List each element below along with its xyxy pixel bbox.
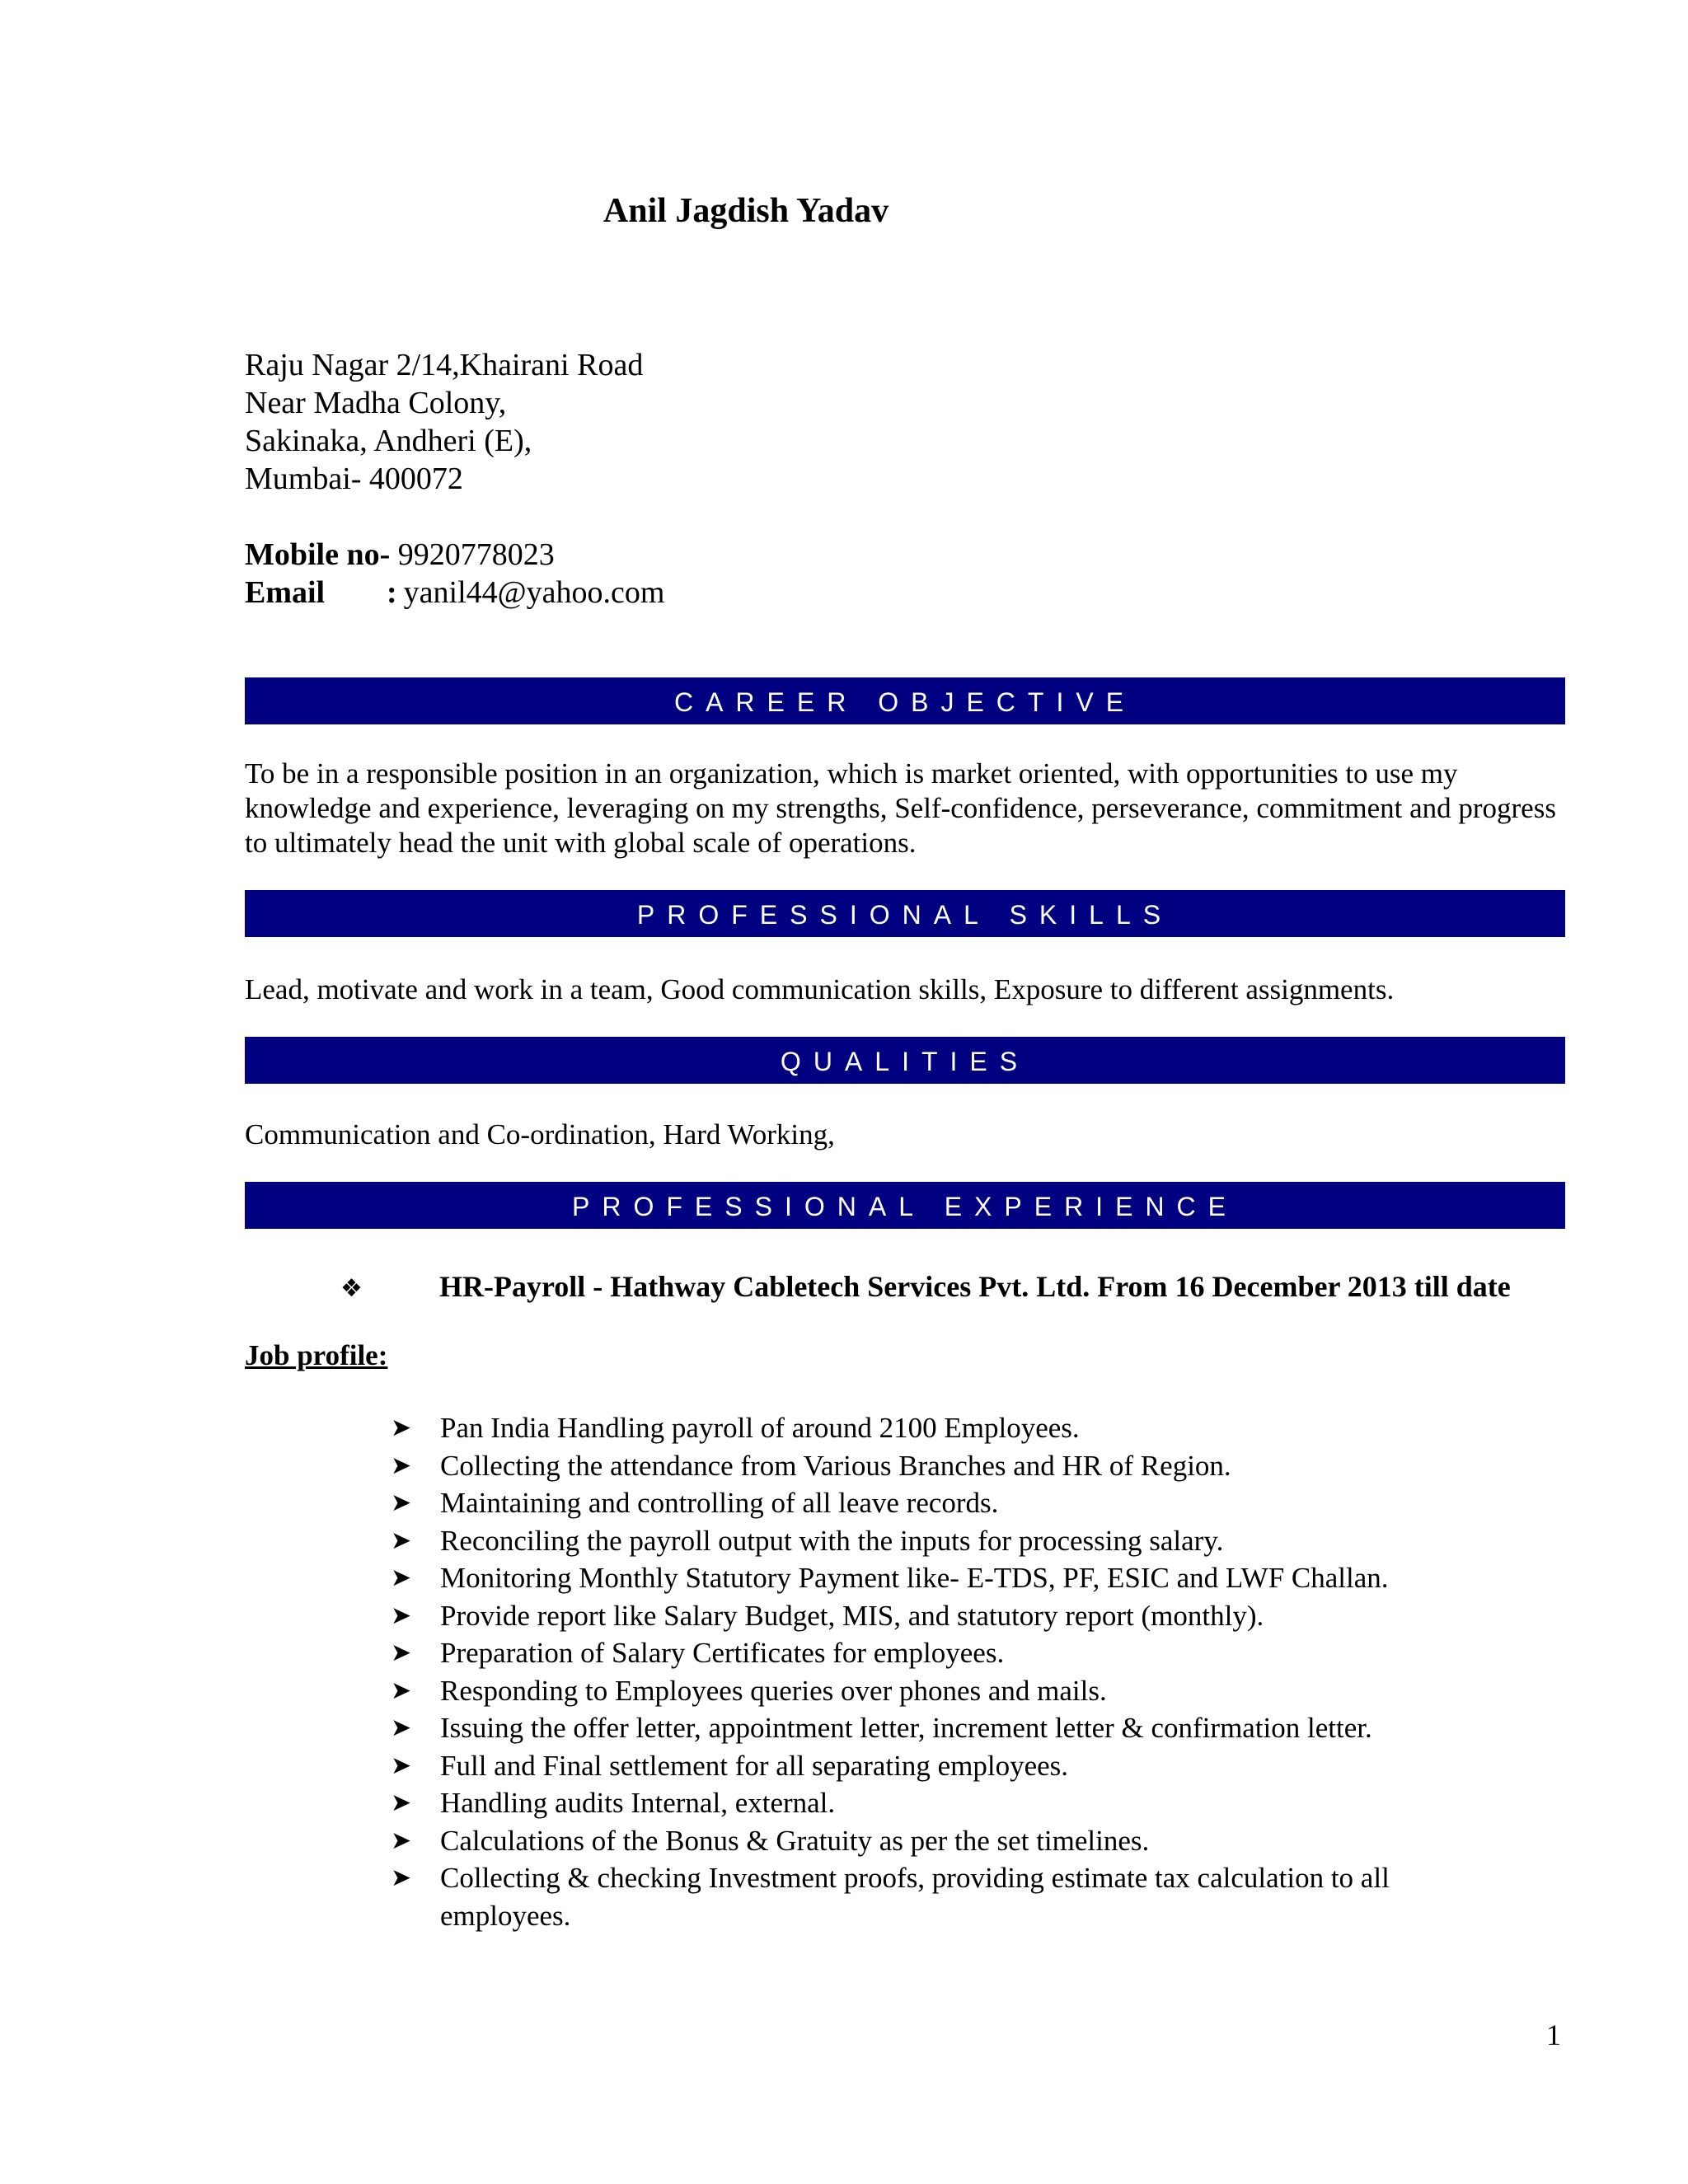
duty-text: Responding to Employees queries over phones and mails.	[440, 1674, 1107, 1707]
arrow-bullet-icon: ➤	[391, 1451, 412, 1480]
list-item	[391, 1784, 1462, 1822]
arrow-bullet-icon: ➤	[391, 1488, 412, 1517]
duty-text: Handling audits Internal, external.	[440, 1787, 836, 1819]
duty-text: Collecting the attendance from Various Branches and HR of Region.	[440, 1449, 1231, 1482]
list-item	[391, 1822, 1462, 1860]
list-item	[391, 1484, 1462, 1522]
arrow-bullet-icon: ➤	[391, 1788, 412, 1817]
list-item	[391, 1859, 1462, 1934]
list-item	[391, 1634, 1462, 1672]
candidate-name: Anil Jagdish Yadav	[603, 192, 889, 230]
list-item	[391, 1522, 1462, 1560]
duty-text: Pan India Handling payroll of around 2100 Employees.	[440, 1412, 1080, 1444]
mobile-value: 9920778023	[397, 537, 555, 572]
address-line-4: Mumbai- 400072	[245, 462, 463, 496]
duty-text: Monitoring Monthly Statutory Payment like- E-TDS, PF, ESIC and LWF Challan.	[440, 1562, 1389, 1594]
address-block	[245, 346, 643, 498]
arrow-bullet-icon: ➤	[391, 1750, 412, 1780]
diamond-bullet-icon: ❖	[340, 1274, 363, 1303]
job-duties-list	[391, 1409, 1462, 1934]
arrow-bullet-icon: ➤	[391, 1863, 412, 1892]
list-item	[391, 1597, 1462, 1635]
qualities-heading: QUALITIES	[245, 1037, 1565, 1084]
duty-text: Collecting & checking Investment proofs, providing estimate tax calculation to all employees.	[440, 1862, 1390, 1932]
email-row	[245, 574, 664, 612]
list-item	[391, 1747, 1462, 1785]
arrow-bullet-icon: ➤	[391, 1825, 412, 1855]
email-label: Email	[245, 575, 326, 610]
professional-experience-heading: PROFESSIONAL EXPERIENCE	[245, 1182, 1565, 1229]
arrow-bullet-icon: ➤	[391, 1413, 412, 1442]
list-item	[391, 1709, 1462, 1747]
experience-title: HR-Payroll - Hathway Cabletech Services Pvt. Ltd. From 16 December 2013 till date	[439, 1270, 1511, 1303]
qualities-text: Communication and Co-ordination, Hard Working,	[245, 1118, 835, 1151]
address-line-3: Sakinaka, Andheri (E),	[245, 424, 532, 458]
address-line-2: Near Madha Colony,	[245, 386, 507, 420]
mobile-row	[245, 536, 664, 574]
career-objective-heading: CAREER OBJECTIVE	[245, 677, 1565, 724]
list-item	[391, 1447, 1462, 1485]
list-item	[391, 1672, 1462, 1710]
contact-block	[245, 536, 664, 612]
arrow-bullet-icon: ➤	[391, 1563, 412, 1592]
duty-text: Provide report like Salary Budget, MIS, and statutory report (monthly).	[440, 1599, 1264, 1632]
list-item	[391, 1409, 1462, 1447]
professional-skills-heading: PROFESSIONAL SKILLS	[245, 890, 1565, 937]
duty-text: Reconciling the payroll output with the inputs for processing salary.	[440, 1524, 1224, 1557]
mobile-label: Mobile no-	[245, 537, 391, 572]
duty-text: Preparation of Salary Certificates for employees.	[440, 1637, 1005, 1669]
list-item	[391, 1559, 1462, 1597]
address-line-1: Raju Nagar 2/14,Khairani Road	[245, 348, 644, 382]
email-value: yanil44@yahoo.com	[403, 575, 665, 610]
arrow-bullet-icon: ➤	[391, 1526, 412, 1555]
job-profile-label: Job profile:	[245, 1339, 388, 1371]
arrow-bullet-icon: ➤	[391, 1713, 412, 1742]
duty-text: Issuing the offer letter, appointment letter, increment letter & confirmation letter.	[440, 1712, 1372, 1744]
arrow-bullet-icon: ➤	[391, 1675, 412, 1705]
professional-skills-text: Lead, motivate and work in a team, Good communication skills, Exposure to different assignments.	[245, 973, 1395, 1005]
arrow-bullet-icon: ➤	[391, 1638, 412, 1667]
page-number: 1	[1546, 2018, 1561, 2051]
experience-entry-heading	[340, 1269, 1511, 1304]
email-colon: :	[387, 575, 397, 610]
duty-text: Full and Final settlement for all separating employees.	[440, 1749, 1069, 1782]
arrow-bullet-icon: ➤	[391, 1601, 412, 1630]
duty-text: Maintaining and controlling of all leave records.	[440, 1487, 999, 1519]
career-objective-text: To be in a responsible position in an organization, which is market oriented, with opportunities to use my knowledge and experience, leveraging on my strengths, Self-confidence, perseverance, commitment and progress to ultimately head the unit with global scale of operations.	[245, 757, 1556, 859]
duty-text: Calculations of the Bonus & Gratuity as per the set timelines.	[440, 1824, 1150, 1857]
